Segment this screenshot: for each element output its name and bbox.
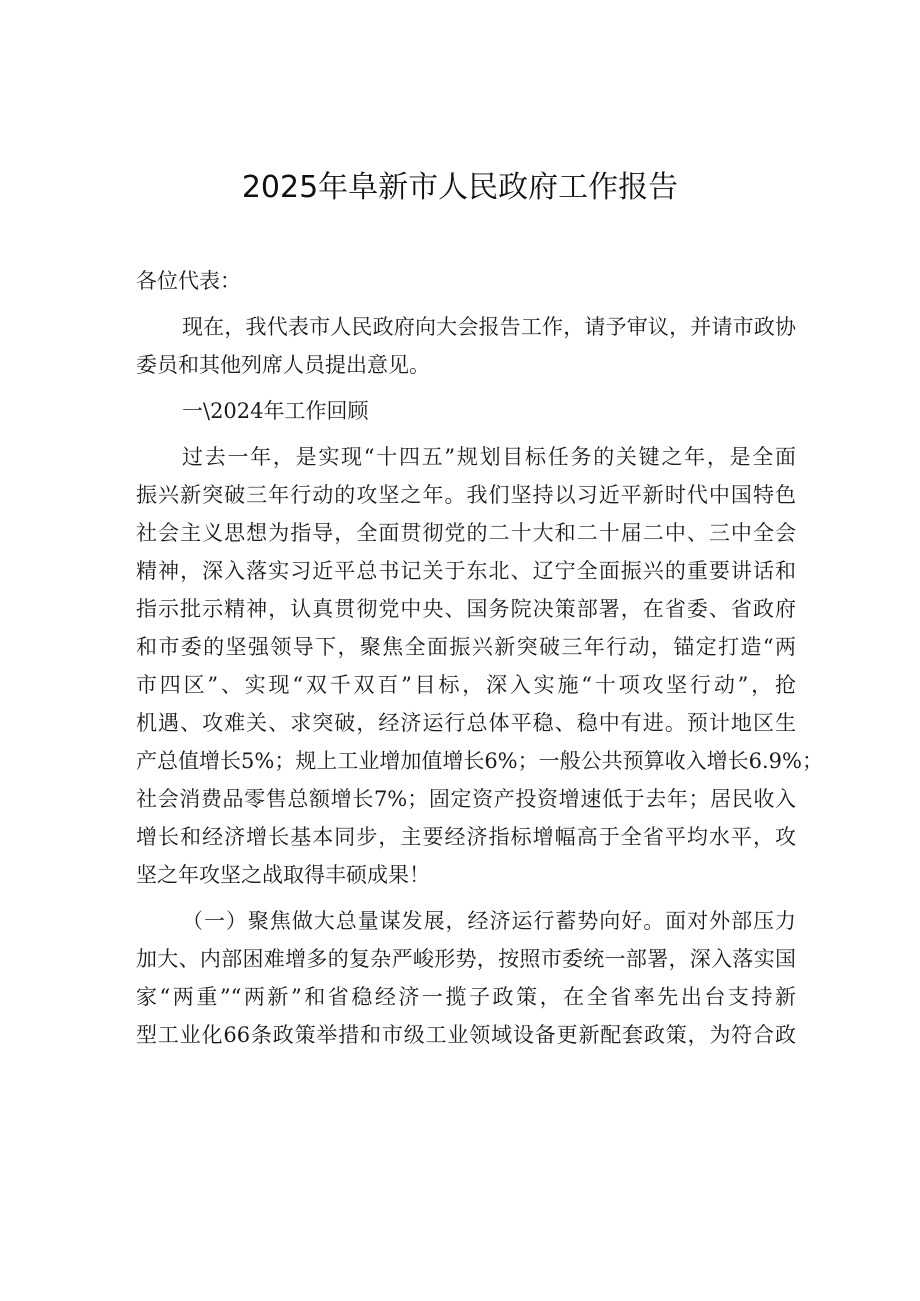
review-line: 过去一年，是实现“十四五”规划目标任务的关键之年，是全面: [182, 445, 796, 469]
review-line: 指示批示精神，认真贯彻党中央、国务院决策部署，在省委、省政府: [136, 597, 796, 621]
review-line: 市四区”、实现“双千双百”目标，深入实施“十项攻坚行动”，抢: [136, 673, 796, 697]
review-line: 增长和经济增长基本同步，主要经济指标增幅高于全省平均水平，攻: [136, 825, 796, 849]
economy-line: （一）聚焦做大总量谋发展，经济运行蓄势向好。面对外部压力: [182, 909, 796, 933]
salutation: [136, 262, 796, 300]
review-line: 产总值增长5%；规上工业增加值增长6%；一般公共预算收入增长6.9%；: [136, 749, 823, 773]
economy-line: 家“两重”“两新”和省稳经济一揽子政策，在全省率先出台支持新: [136, 985, 796, 1009]
review-line: 社会主义思想为指导，全面贯彻党的二十大和二十届二中、三中全会: [136, 521, 796, 545]
economy-line: 型工业化66条政策举措和市级工业领域设备更新配套政策，为符合政: [136, 1023, 796, 1047]
review-line: 社会消费品零售总额增长7%；固定资产投资增速低于去年；居民收入: [136, 787, 796, 811]
paragraph-gap: [136, 384, 796, 392]
paragraph-gap: [136, 300, 796, 308]
review-line: 振兴新突破三年行动的攻坚之年。我们坚持以习近平新时代中国特色: [136, 483, 796, 507]
document-title: 2025年阜新市人民政府工作报告: [241, 170, 679, 205]
intro-paragraph: [136, 308, 796, 384]
intro-line: 现在，我代表市人民政府向大会报告工作，请予审议，并请市政协: [182, 315, 796, 339]
review-line: 机遇、攻难关、求突破，经济运行总体平稳、稳中有进。预计地区生: [136, 711, 796, 735]
review-line: 精神，深入落实习近平总书记关于东北、辽宁全面振兴的重要讲话和: [136, 559, 796, 583]
document-body: [136, 262, 823, 1054]
section-heading: [136, 392, 796, 430]
section-heading-line: 一\2024年工作回顾: [182, 399, 369, 423]
economy-line: 加大、内部困难增多的复杂严峻形势，按照市委统一部署，深入落实国: [136, 947, 796, 971]
paragraph-gap: [136, 430, 796, 438]
salutation-line: 各位代表：: [136, 269, 241, 293]
economy-paragraph: [136, 902, 796, 1054]
review-paragraph: [136, 438, 823, 894]
intro-line: 委员和其他列席人员提出意见。: [136, 353, 430, 377]
review-line: 坚之年攻坚之战取得丰硕成果！: [136, 863, 430, 887]
paragraph-gap: [136, 894, 796, 902]
review-line: 和市委的坚强领导下，聚焦全面振兴新突破三年行动，锚定打造“两: [136, 635, 796, 659]
